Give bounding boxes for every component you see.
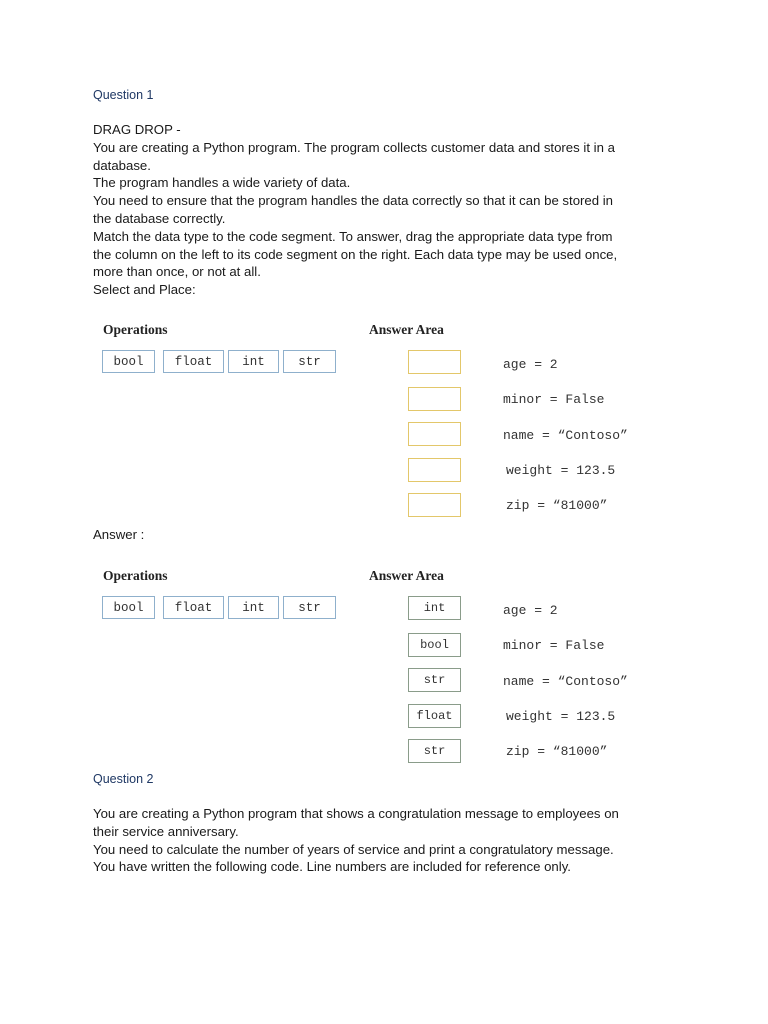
prompt-line: database. [93, 157, 151, 173]
prompt-line: DRAG DROP - [93, 122, 181, 137]
question-2-prompt [93, 805, 673, 876]
operation-int: int [228, 596, 279, 619]
prompt-line: Match the data type to the code segment. To answer, drag the appropriate data type from [93, 228, 613, 244]
answer-slot-name: str [408, 668, 461, 692]
question-1-prompt [93, 121, 673, 299]
drop-slot-minor[interactable] [408, 387, 461, 411]
operation-int[interactable]: int [228, 350, 279, 373]
code-minor: minor = False [503, 638, 605, 653]
code-weight: weight = 123.5 [506, 709, 616, 724]
operation-str: str [283, 596, 336, 619]
prompt-line: You need to calculate the number of years of service and print a congratulatory message. [93, 841, 614, 857]
operations-title: Operations [103, 322, 168, 337]
prompt-line: You are creating a Python program. The program collects customer data and stores it in a [93, 139, 615, 155]
drop-slot-weight[interactable] [408, 458, 461, 482]
prompt-line: Select and Place: [93, 282, 196, 298]
prompt-line: You have written the following code. Line numbers are included for reference only. [93, 859, 571, 875]
prompt-line: You are creating a Python program that shows a congratulation message to employees on [93, 806, 619, 821]
code-name: name = “Contoso” [503, 674, 628, 689]
code-name: name = “Contoso” [503, 428, 628, 443]
operation-bool: bool [102, 596, 155, 619]
drop-slot-age[interactable] [408, 350, 461, 374]
prompt-line: their service anniversary. [93, 823, 239, 839]
drop-slot-zip[interactable] [408, 493, 461, 517]
prompt-line: You need to ensure that the program handles the data correctly so that it can be stored in [93, 193, 614, 209]
code-zip: zip = “81000” [506, 498, 608, 513]
operation-str[interactable]: str [283, 350, 336, 373]
code-age: age = 2 [503, 357, 558, 372]
operation-float[interactable]: float [163, 350, 224, 373]
answer-label: Answer : [93, 527, 145, 542]
answer-slot-zip: str [408, 739, 461, 763]
answer-area-title: Answer Area [369, 322, 444, 337]
answer-slot-minor: bool [408, 633, 461, 657]
code-age: age = 2 [503, 603, 558, 618]
operations-title: Operations [103, 568, 168, 583]
code-minor: minor = False [503, 392, 605, 407]
question-1-heading: Question 1 [93, 88, 154, 102]
operation-float: float [163, 596, 224, 619]
prompt-line: more than once, or not at all. [93, 264, 261, 280]
answer-slot-weight: float [408, 704, 461, 728]
drop-slot-name[interactable] [408, 422, 461, 446]
answer-slot-age: int [408, 596, 461, 620]
prompt-line: The program handles a wide variety of data. [93, 175, 351, 191]
operation-bool[interactable]: bool [102, 350, 155, 373]
question-2-heading: Question 2 [93, 772, 154, 786]
code-zip: zip = “81000” [506, 744, 608, 759]
answer-area-title: Answer Area [369, 568, 444, 583]
code-weight: weight = 123.5 [506, 463, 616, 478]
prompt-line: the database correctly. [93, 210, 226, 226]
prompt-line: the column on the left to its code segment on the right. Each data type may be used once, [93, 246, 618, 262]
